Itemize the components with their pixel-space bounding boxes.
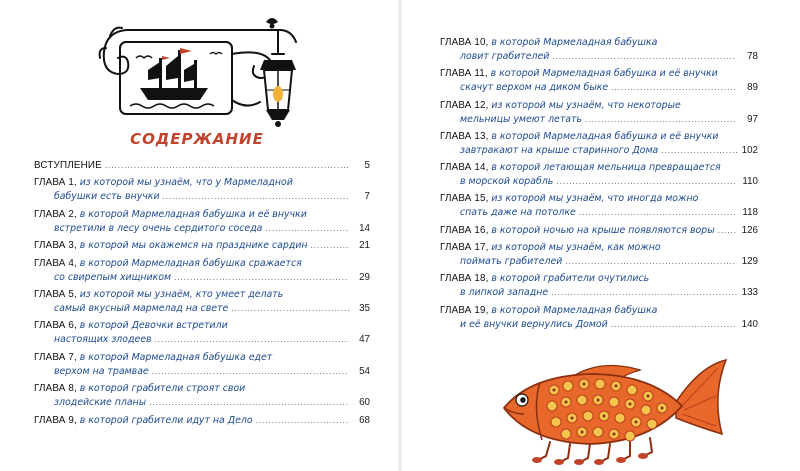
- dot-leader: [611, 81, 737, 95]
- dot-leader: [661, 144, 737, 158]
- entry-label: ВСТУПЛЕНИЕ: [34, 160, 102, 171]
- page-number: 118: [742, 207, 758, 219]
- toc-entry-chapter-16[interactable]: [440, 224, 758, 238]
- page-number: 140: [741, 318, 758, 330]
- toc-entry-chapter-6[interactable]: [34, 319, 370, 347]
- entry-description: в липкой западне: [460, 287, 549, 299]
- entry-description: завтракают на крыше старинного Дома: [460, 144, 659, 156]
- dot-leader: [149, 396, 349, 410]
- toc-entry-chapter-3[interactable]: [34, 239, 370, 253]
- entry-description: со свирепым хищником: [54, 271, 172, 283]
- entry-description: в которой Мармеладная бабушка и её внучки: [491, 130, 719, 142]
- entry-label: ГЛАВА 1,: [34, 177, 77, 189]
- toc-entry-chapter-4[interactable]: [34, 257, 370, 285]
- entry-description: и её внучки вернулись Домой: [460, 318, 608, 330]
- book-spine: [398, 0, 402, 471]
- dot-leader: [718, 224, 737, 238]
- entry-description: мельницы умеют летать: [460, 113, 583, 125]
- entry-description: в которой ночью на крыше появляются воры: [491, 224, 715, 236]
- toc-entry-chapter-17[interactable]: [440, 241, 758, 269]
- entry-description: скачут верхом на диком быке: [460, 82, 609, 94]
- entry-description: в которой грабители очутились: [491, 273, 650, 285]
- toc-entry-chapter-19[interactable]: [440, 304, 758, 332]
- page-number: 110: [742, 176, 758, 188]
- ship-sign-lantern-illustration: [96, 14, 311, 132]
- entry-label: ГЛАВА 17,: [440, 242, 489, 254]
- dot-leader: [265, 222, 349, 236]
- entry-label: ГЛАВА 15,: [440, 193, 489, 205]
- page-number: 29: [359, 271, 370, 283]
- entry-description: бабушки есть внучки: [54, 191, 160, 203]
- entry-description: спать даже на потолке: [460, 207, 576, 219]
- dot-leader: [579, 206, 737, 220]
- entry-label: ГЛАВА 5,: [34, 288, 77, 300]
- entry-label: ГЛАВА 9,: [34, 414, 77, 426]
- page-number: 35: [359, 302, 370, 314]
- entry-label: ГЛАВА 13,: [440, 130, 489, 142]
- page-number: 97: [747, 113, 758, 125]
- toc-entry-chapter-8[interactable]: [34, 382, 370, 410]
- entry-description: в которой грабители идут на Дело: [79, 414, 253, 426]
- entry-label: ГЛАВА 18,: [440, 273, 489, 285]
- dot-leader: [231, 302, 349, 316]
- dot-leader: [174, 271, 349, 285]
- toc-entry-chapter-2[interactable]: [34, 208, 370, 236]
- page-number: 21: [359, 240, 370, 252]
- entry-description: поймать грабителей: [460, 256, 563, 268]
- dot-leader: [556, 175, 737, 189]
- entry-label: ГЛАВА 14,: [440, 162, 489, 174]
- entry-label: ГЛАВА 8,: [34, 383, 77, 395]
- entry-label: ГЛАВА 7,: [34, 351, 77, 363]
- entry-description: в которой летающая мельница превращается: [491, 162, 721, 174]
- entry-description: настоящих злодеев: [54, 334, 152, 346]
- entry-description: самый вкусный мармелад на свете: [54, 302, 229, 314]
- page-number: 78: [747, 51, 758, 62]
- dot-leader: [611, 318, 737, 332]
- toc-entry-chapter-13[interactable]: [440, 130, 758, 158]
- entry-description: в которой Девочки встретили: [79, 320, 228, 332]
- entry-description: в которой Мармеладная бабушка и её внучки: [490, 68, 718, 80]
- entry-description: из которой мы узнаём, что у Мармеладной: [79, 177, 293, 189]
- dot-leader: [105, 159, 349, 173]
- toc-right-column: [440, 36, 758, 335]
- entry-description: в которой Мармеладная бабушка сражается: [79, 257, 302, 269]
- entry-label: ГЛАВА 10,: [440, 37, 489, 48]
- dot-leader: [585, 113, 737, 127]
- toc-entry-chapter-7[interactable]: [34, 351, 370, 379]
- page-number: 47: [359, 334, 370, 346]
- entry-description: в которой Мармеладная бабушка едет: [79, 351, 273, 363]
- entry-label: ГЛАВА 3,: [34, 240, 77, 252]
- toc-entry-chapter-5[interactable]: [34, 288, 370, 316]
- entry-description: в которой Мармеладная бабушка: [491, 37, 658, 48]
- entry-label: ГЛАВА 11,: [440, 68, 488, 80]
- toc-entry-chapter-9[interactable]: [34, 414, 370, 428]
- toc-entry-chapter-1[interactable]: [34, 176, 370, 204]
- toc-entry-chapter-14[interactable]: [440, 161, 758, 189]
- entry-description: в которой Мармеладная бабушка и её внучки: [79, 208, 307, 220]
- entry-description: в которой грабители строят свои: [79, 383, 246, 395]
- page-number: 14: [359, 222, 370, 234]
- walking-fish-illustration: [490, 356, 730, 468]
- entry-description: из которой мы узнаём, что иногда можно: [491, 193, 699, 205]
- entry-label: ГЛАВА 2,: [34, 208, 77, 220]
- entry-description: злодейские планы: [54, 397, 147, 409]
- entry-description: из которой мы узнаём, как можно: [491, 242, 661, 254]
- dot-leader: [565, 255, 737, 269]
- entry-label: ГЛАВА 16,: [440, 224, 489, 236]
- toc-entry-chapter-11[interactable]: [440, 67, 758, 95]
- entry-description: в морской корабль: [460, 176, 554, 188]
- page-number: 60: [359, 397, 370, 409]
- toc-left-column: [34, 159, 370, 431]
- page-number: 133: [741, 287, 758, 299]
- dot-leader: [311, 239, 349, 253]
- entry-description: в которой мы окажемся на празднике сардин: [79, 240, 308, 252]
- page-number: 54: [359, 365, 370, 377]
- dot-leader: [256, 414, 349, 428]
- page-number: 68: [359, 414, 370, 426]
- dot-leader: [152, 365, 349, 379]
- dot-leader: [155, 333, 349, 347]
- toc-title: СОДЕРЖАНИЕ: [130, 130, 264, 148]
- page-number: 89: [747, 82, 758, 94]
- page-number: 129: [741, 256, 758, 268]
- entry-description: из которой мы узнаём, что некоторые: [491, 99, 681, 111]
- toc-entry-introduction[interactable]: [34, 159, 370, 173]
- dot-leader: [551, 286, 737, 300]
- entry-description: встретили в лесу очень сердитого соседа: [54, 222, 263, 234]
- entry-label: ГЛАВА 4,: [34, 257, 77, 269]
- toc-entry-chapter-10[interactable]: [440, 36, 758, 64]
- toc-entry-chapter-18[interactable]: [440, 272, 758, 300]
- entry-label: ГЛАВА 12,: [440, 99, 489, 111]
- entry-label: ГЛАВА 19,: [440, 304, 489, 316]
- toc-entry-chapter-12[interactable]: [440, 99, 758, 127]
- page-number: 7: [364, 191, 370, 203]
- dot-leader: [163, 190, 349, 204]
- page-number: 126: [741, 224, 758, 236]
- entry-description: в которой Мармеладная бабушка: [491, 304, 658, 316]
- entry-description: из которой мы узнаём, кто умеет делать: [79, 288, 284, 300]
- dot-leader: [552, 50, 737, 64]
- entry-label: ГЛАВА 6,: [34, 320, 77, 332]
- entry-description: верхом на трамвае: [54, 365, 149, 377]
- entry-description: ловит грабителей: [460, 51, 550, 62]
- page-number: 5: [364, 160, 370, 171]
- page-number: 102: [741, 144, 758, 156]
- toc-entry-chapter-15[interactable]: [440, 192, 758, 220]
